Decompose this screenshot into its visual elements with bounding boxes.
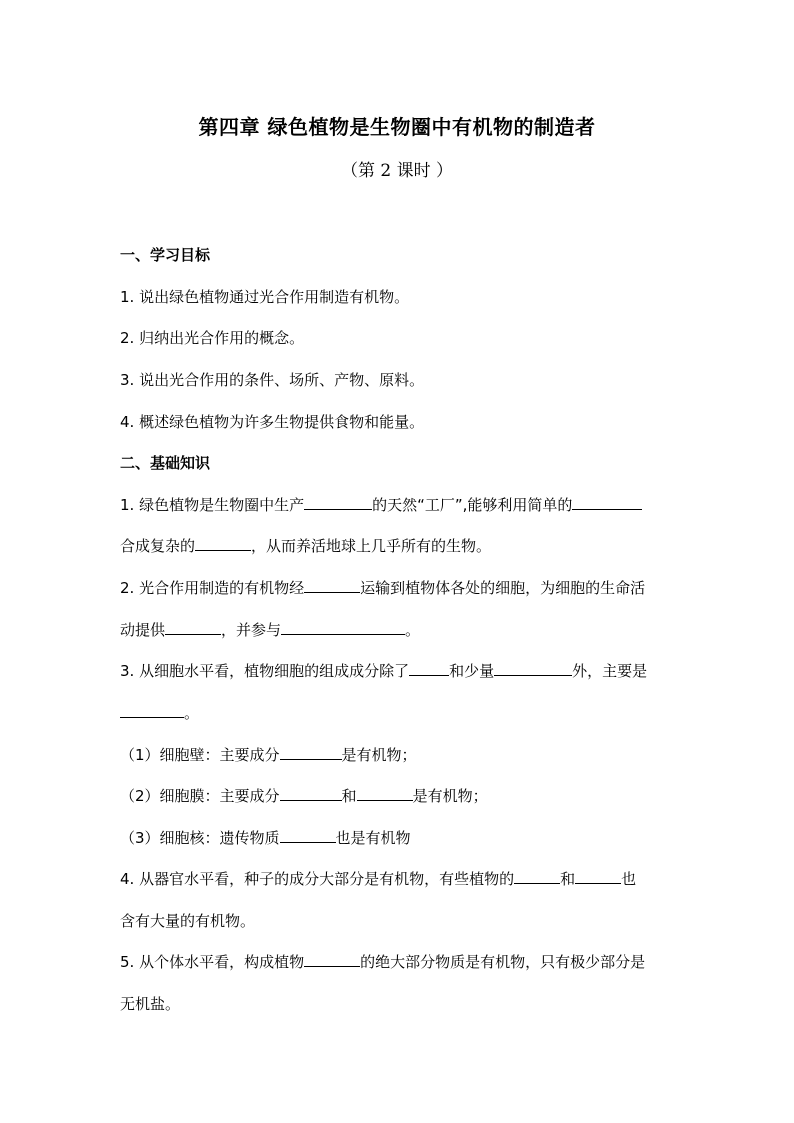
question-4-line-1: 4. 从器官水平看，种子的成分大部分是有机物，有些植物的 和 也 (120, 870, 637, 888)
page-title: 第四章 绿色植物是生物圈中有机物的制造者 (198, 115, 596, 139)
question-3-sub-1: （1）细胞壁：主要成分 是有机物； (120, 746, 417, 764)
question-3-sub-2: （2）细胞膜：主要成分 和 是有机物； (120, 787, 488, 805)
question-3-line-1: 3. 从细胞水平看，植物细胞的组成成分除了 和少量 外，主要是 (120, 662, 648, 680)
question-3-line-2: 。 (120, 702, 674, 723)
answer-blank[interactable] (514, 869, 560, 884)
question-5-line-2: 无机盐。 (120, 995, 181, 1013)
question-1-line-1: 1. 绿色植物是生物圈中生产 的天然“工厂”,能够利用简单的 (120, 494, 674, 515)
page-subtitle: （第 2 课时 ） (340, 161, 454, 181)
objective-item: 4. 概述绿色植物为许多生物提供食物和能量。 (120, 413, 425, 431)
answer-blank[interactable] (357, 786, 413, 801)
answer-blank[interactable] (304, 495, 372, 510)
answer-blank[interactable] (572, 495, 642, 510)
question-1-line-2: 合成复杂的 ，从而养活地球上几乎所有的生物。 (120, 537, 492, 555)
answer-blank[interactable] (280, 828, 336, 843)
answer-blank[interactable] (575, 869, 621, 884)
answer-blank[interactable] (494, 661, 572, 676)
question-5-line-1: 5. 从个体水平看，构成植物 的绝大部分物质是有机物，只有极少部分是 (120, 953, 646, 971)
question-2-line-1: 2. 光合作用制造的有机物经 运输到植物体各处的细胞，为细胞的生命活 (120, 579, 646, 597)
section-heading-objectives: 一、学习目标 (120, 246, 211, 264)
section-heading-basics: 二、基础知识 (120, 454, 211, 472)
objective-item: 2. 归纳出光合作用的概念。 (120, 329, 305, 347)
answer-blank[interactable] (195, 536, 251, 551)
question-4-line-2: 含有大量的有机物。 (120, 912, 256, 930)
answer-blank[interactable] (165, 620, 221, 635)
question-2-line-2: 动提供 ，并参与 。 (120, 621, 421, 639)
answer-blank[interactable] (280, 786, 342, 801)
answer-blank[interactable] (120, 703, 184, 718)
objective-item: 1. 说出绿色植物通过光合作用制造有机物。 (120, 288, 410, 306)
answer-blank[interactable] (304, 952, 360, 967)
answer-blank[interactable] (280, 745, 342, 760)
objective-item: 3. 说出光合作用的条件、场所、产物、原料。 (120, 371, 425, 389)
answer-blank[interactable] (281, 620, 405, 635)
answer-blank[interactable] (304, 578, 360, 593)
answer-blank[interactable] (409, 661, 449, 676)
question-3-sub-3: （3）细胞核：遗传物质 也是有机物 (120, 829, 411, 847)
